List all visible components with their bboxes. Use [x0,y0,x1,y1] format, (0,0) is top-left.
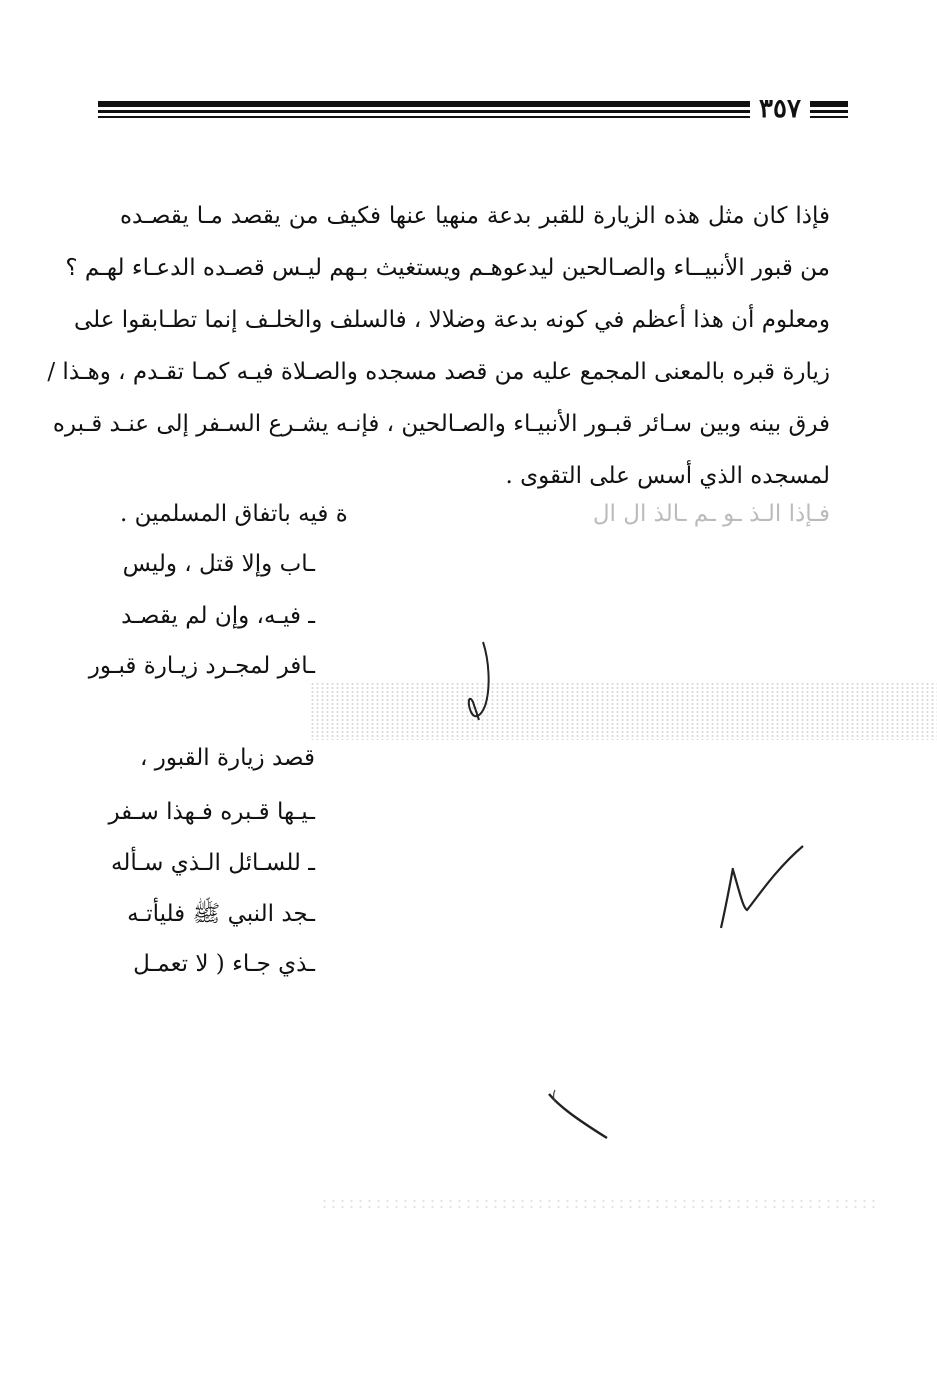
text-fragment: ـ فيـه، وإن لم يقصـد [121,603,315,629]
damaged-text-visible: ة فيه باتفاق المسلمين . [120,501,348,527]
main-paragraph [47,190,830,502]
text-line: لمسجده الذي أسس على التقوى . [505,463,830,489]
pen-mark-scribble [455,640,505,725]
pen-mark-check [715,840,810,935]
text-fragment: ـجد النبي ﷺ فليأتـه [127,901,315,927]
text-line: ومعلوم أن هذا أعظم في كونه بدعة وضلالا ، فالسلف والخلـف إنما تطـابقوا على [73,307,830,333]
scan-noise-band [310,682,937,740]
text-fragment: قصد زيارة القبور ، [139,745,315,771]
text-fragment: ـافر لمجـرد زيـارة قبـور [88,653,315,679]
faint-bleed-through [320,1198,880,1212]
text-line: من قبور الأنبيــاء والصـالحين ليدعوهـم ويستغيث بـهم ليـس قصـده الدعـاء لهـم ؟ [65,255,830,281]
page-number: ٣٥٧ [759,94,801,124]
page-header [98,94,848,124]
damaged-text-line [120,488,830,540]
text-line: فإذا كان مثل هذه الزيارة للقبر بدعة منهيا عنها فكيف من يقصد مـا يقصـده [120,203,830,229]
text-fragment: ـيـها قـبره فـهذا سـفر [108,799,315,825]
damaged-text-faded: فـإذا الـذ ـو ـم ـالذ ال ال [592,501,830,527]
text-fragment: ـذي جـاء ( لا تعمـل [133,951,315,977]
text-fragment: ـ للسـائل الـذي سـأله [111,850,315,876]
pen-mark-stroke [545,1088,615,1143]
text-line: فرق بينه وبين سـائر قبـور الأنبيـاء والصـالحين ، فإنـه يشـرع السـفر إلى عنـد قـبره [52,411,830,437]
text-line: زيارة قبره بالمعنى المجمع عليه من قصد مسجده والصـلاة فيـه كمـا تقـدم ، وهـذا / [47,359,830,385]
text-fragment: ـاب وإلا قتل ، وليس [122,551,315,577]
